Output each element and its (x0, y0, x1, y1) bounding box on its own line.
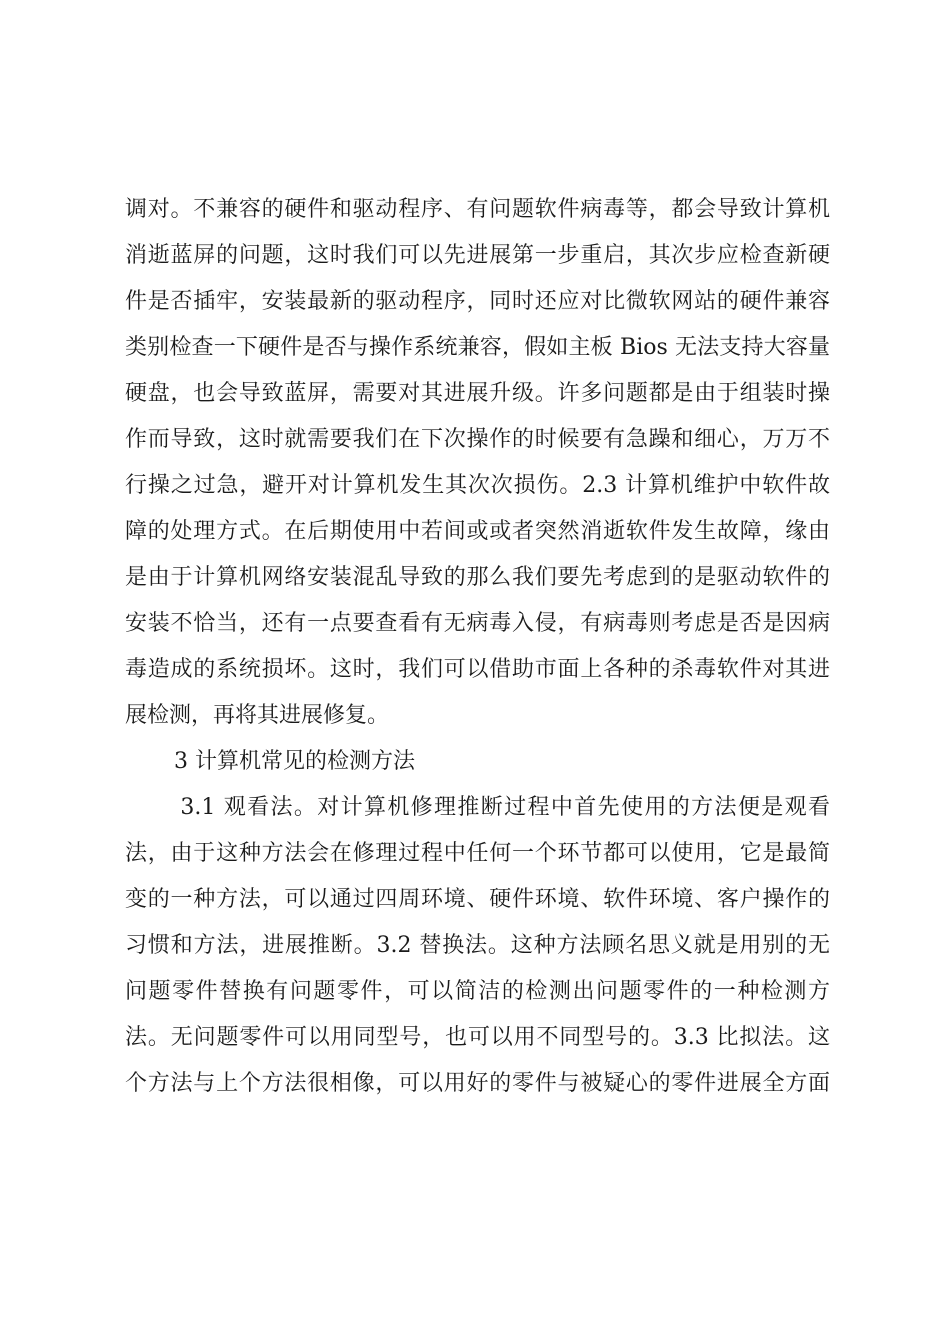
paragraph-1-line-4: 类别检查一下硬件是否与操作系统兼容，假如主板 Bios 无法支持大容量 (125, 335, 830, 360)
paragraph-2-line-5: 问题零件替换有问题零件，可以简洁的检测出问题零件的一种检测方 (125, 979, 830, 1004)
paragraph-2-line-4: 习惯和方法，进展推断。3.2 替换法。这种方法顾名思义就是用别的无 (125, 933, 830, 958)
paragraph-2-line-1: 3.1 观看法。对计算机修理推断过程中首先使用的方法便是观看 (172, 795, 830, 820)
paragraph-2-line-7: 个方法与上个方法很相像，可以用好的零件与被疑心的零件进展全方面 (125, 1071, 830, 1096)
section-heading: 3 计算机常见的检测方法 (174, 749, 415, 774)
paragraph-1-line-5: 硬盘，也会导致蓝屏，需要对其进展升级。许多问题都是由于组装时操 (125, 381, 830, 406)
paragraph-1-line-12: 展检测，再将其进展修复。 (125, 703, 390, 728)
paragraph-1-line-11: 毒造成的系统损坏。这时，我们可以借助市面上各种的杀毒软件对其进 (125, 657, 830, 682)
paragraph-1-line-7: 行操之过急，避开对计算机发生其次次损伤。2.3 计算机维护中软件故 (125, 473, 830, 498)
paragraph-1-line-2: 消逝蓝屏的问题，这时我们可以先进展第一步重启，其次步应检查新硬 (125, 243, 830, 268)
paragraph-1-line-10: 安装不恰当，还有一点要查看有无病毒入侵，有病毒则考虑是否是因病 (125, 611, 830, 636)
paragraph-1-line-9: 是由于计算机网络安装混乱导致的那么我们要先考虑到的是驱动软件的 (125, 565, 830, 590)
paragraph-1-line-8: 障的处理方式。在后期使用中若间或或者突然消逝软件发生故障，缘由 (125, 519, 830, 544)
paragraph-1-line-1: 调对。不兼容的硬件和驱动程序、有问题软件病毒等，都会导致计算机 (125, 197, 830, 222)
paragraph-2-line-3: 变的一种方法，可以通过四周环境、硬件环境、软件环境、客户操作的 (125, 887, 830, 912)
paragraph-1-line-6: 作而导致，这时就需要我们在下次操作的时候要有急躁和细心，万万不 (125, 427, 830, 452)
paragraph-2-line-2: 法，由于这种方法会在修理过程中任何一个环节都可以使用，它是最简 (125, 841, 830, 866)
paragraph-1-line-3: 件是否插牢，安装最新的驱动程序，同时还应对比微软网站的硬件兼容 (125, 289, 830, 314)
paragraph-2-line-6: 法。无问题零件可以用同型号，也可以用不同型号的。3.3 比拟法。这 (125, 1025, 830, 1050)
